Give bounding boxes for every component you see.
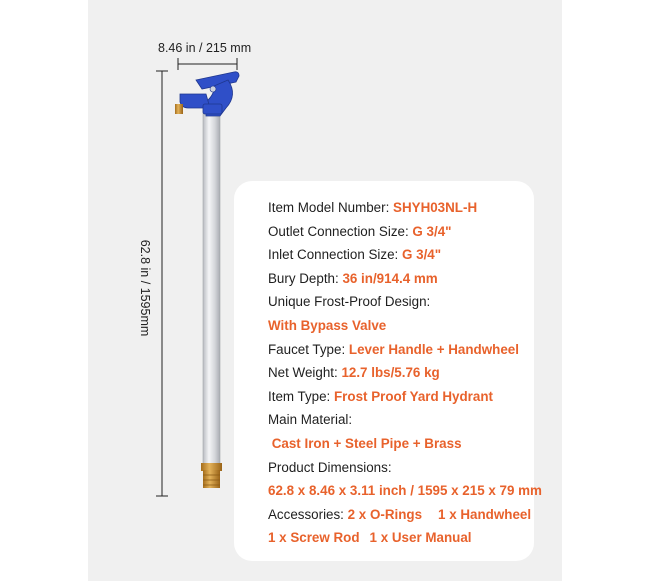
spec-row-design-value <box>268 314 542 338</box>
spec-label: Net Weight: <box>268 365 342 381</box>
accessory-item: 2 x O-Rings <box>347 506 423 522</box>
spec-label: Outlet Connection Size: <box>268 223 413 239</box>
spec-value: G 3/4" <box>412 223 452 239</box>
spec-value: With Bypass Valve <box>268 317 387 333</box>
accessory-item: 1 x User Manual <box>369 530 472 546</box>
spec-row-faucet-type <box>268 338 542 362</box>
spec-row-accessories-cont <box>268 526 542 550</box>
spec-label: Bury Depth: <box>268 270 343 286</box>
height-dimension-line <box>156 71 168 496</box>
spec-value: Cast Iron + Steel Pipe + Brass <box>271 435 462 451</box>
handle-pivot <box>210 86 216 92</box>
spec-value: 36 in/914.4 mm <box>342 270 438 286</box>
spec-list <box>268 196 542 550</box>
spec-label: Item Model Number: <box>268 200 394 215</box>
spec-value: 62.8 x 8.46 x 3.11 inch / 1595 x 215 x 79 mm <box>268 483 542 499</box>
spec-row-outlet <box>268 220 542 244</box>
steel-pipe <box>203 110 220 467</box>
spec-value: Frost Proof Yard Hydrant <box>334 388 493 404</box>
spec-label: Main Material: <box>268 412 353 428</box>
brass-spout-nozzle <box>175 104 183 114</box>
spec-row-material-value <box>268 432 542 456</box>
height-dimension-label: 62.8 in / 1595mm <box>138 239 152 337</box>
spec-value: Lever Handle + Handwheel <box>348 341 519 357</box>
spec-row-design-label <box>268 290 542 314</box>
spec-row-bury-depth <box>268 267 542 291</box>
spec-row-accessories <box>268 503 542 527</box>
spec-label: Inlet Connection Size: <box>268 247 402 263</box>
spec-label: Accessories: <box>268 506 348 522</box>
spec-value: G 3/4" <box>402 247 442 263</box>
spec-value: SHYH03NL-H <box>393 200 478 215</box>
spec-row-inlet <box>268 243 542 267</box>
spec-row-dimensions-value <box>268 479 542 503</box>
spec-row-dimensions-label <box>268 456 542 480</box>
brass-inlet-fitting <box>201 463 222 488</box>
width-dimension-label: 8.46 in / 215 mm <box>158 41 252 55</box>
spec-label: Product Dimensions: <box>268 459 392 475</box>
spec-label: Item Type: <box>268 388 334 404</box>
accessory-item: 1 x Screw Rod <box>268 530 360 546</box>
spec-row-material-label <box>268 408 542 432</box>
spec-label: Unique Frost-Proof Design: <box>268 294 431 310</box>
spec-row-net-weight <box>268 361 542 385</box>
hydrant-head <box>180 72 239 116</box>
spec-value: 12.7 lbs/5.76 kg <box>341 365 440 381</box>
width-dimension-line <box>178 58 237 70</box>
accessory-item: 1 x Handwheel <box>438 506 532 522</box>
spec-row-model <box>268 196 542 220</box>
spec-label: Faucet Type: <box>268 341 349 357</box>
spec-row-item-type <box>268 385 542 409</box>
